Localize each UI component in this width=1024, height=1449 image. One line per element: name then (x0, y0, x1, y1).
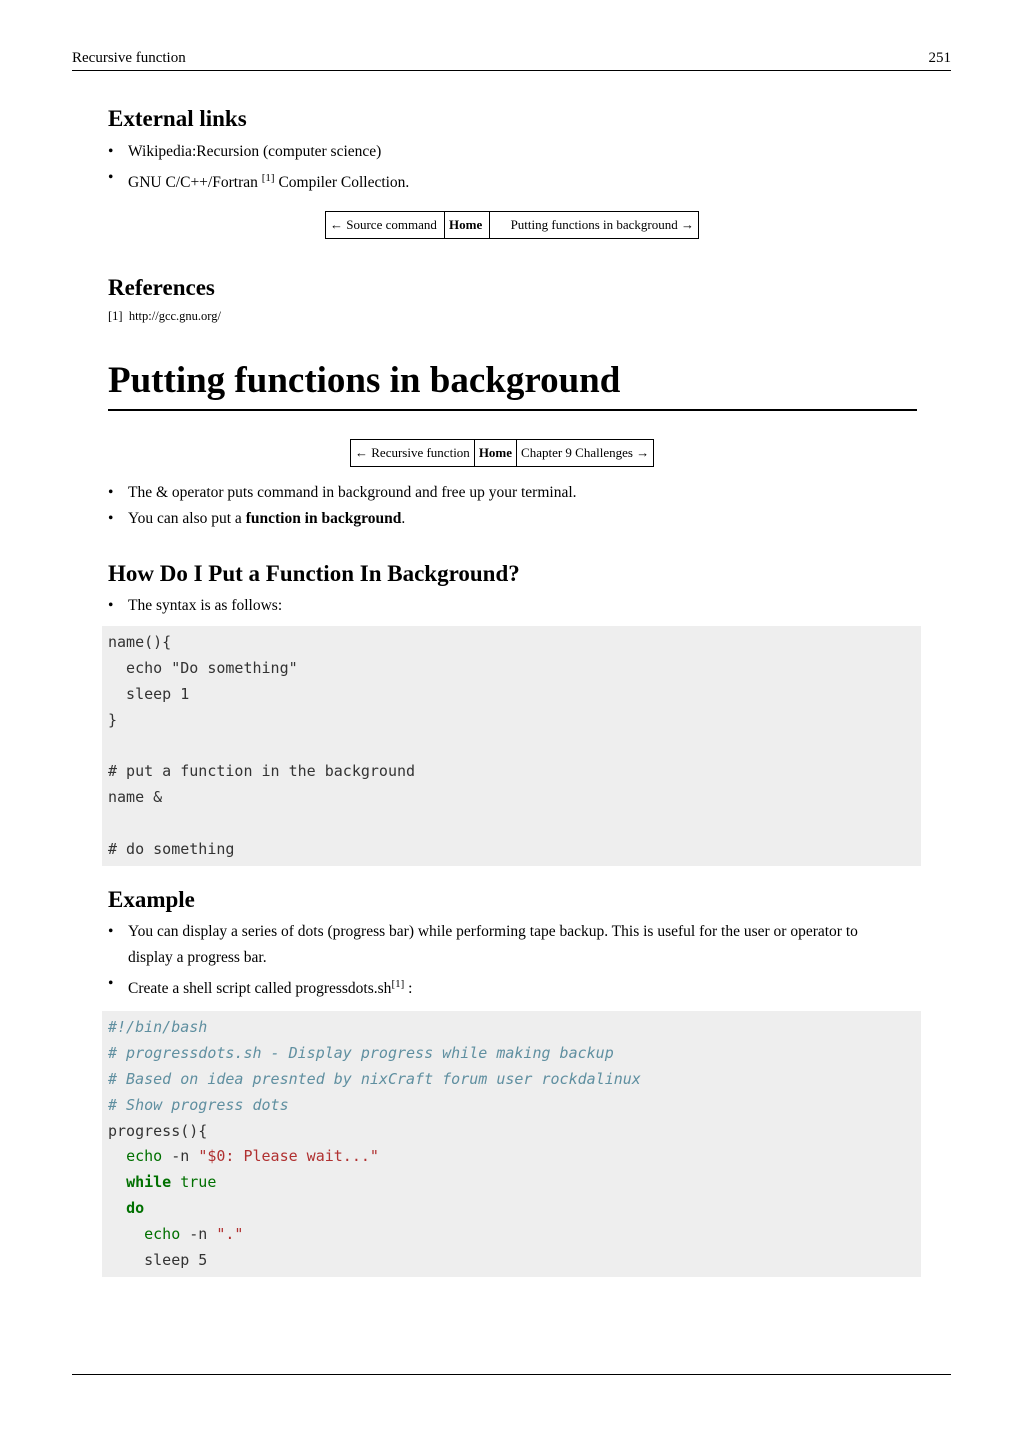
howto-list (108, 593, 921, 619)
example-list (108, 919, 868, 1002)
section-title-rule (108, 409, 917, 411)
references-heading: References (108, 275, 215, 301)
list-item: • GNU C/C++/Fortran [1] Compiler Collection. (108, 165, 921, 196)
external-links-list (108, 139, 921, 196)
code-comment: # progressdots.sh - Display progress while making backup (108, 1044, 614, 1063)
nav-next-cell (517, 440, 654, 467)
code-line: sleep 1 (108, 684, 190, 703)
intro-list (108, 480, 921, 532)
code-comment: # Based on idea presnted by nixCraft forum user rockdalinux (108, 1070, 641, 1089)
nav-next-link[interactable]: Putting functions in background → (510, 217, 694, 233)
code-line: echo "Do something" (108, 658, 298, 677)
code-keyword: true (180, 1173, 217, 1192)
nav-next-cell (490, 212, 699, 239)
nav-prev-cell (351, 440, 475, 467)
list-item: • The syntax is as follows: (108, 593, 921, 619)
code-comment: #!/bin/bash (108, 1018, 208, 1037)
list-item (108, 139, 921, 165)
nav-home-cell (445, 212, 490, 239)
code-string: "." (216, 1224, 244, 1243)
reference-item (108, 306, 921, 326)
nav-prev-link[interactable]: ← Recursive function (355, 445, 470, 461)
syntax-code-block (102, 626, 921, 866)
code-keyword: do (126, 1199, 145, 1218)
page-number: 251 (928, 50, 951, 66)
code-keyword: echo (144, 1224, 181, 1243)
code-line: } (108, 710, 118, 729)
list-item: • The & operator puts command in background and free up your terminal. (108, 480, 921, 506)
nav-home-link[interactable]: Home (449, 217, 483, 233)
list-item: • Create a shell script called progressdots.sh[1] : (108, 971, 868, 1002)
reference-number: [1] (108, 309, 123, 324)
footer-rule (72, 1374, 951, 1375)
page-header (72, 50, 951, 71)
code-line: sleep 5 (144, 1250, 208, 1269)
nav-prev-link[interactable]: ← Source command (330, 217, 437, 233)
code-line: name(){ (108, 633, 172, 652)
code-keyword: echo (126, 1147, 163, 1166)
progressdots-code-block: #!/bin/bash # progressdots.sh - Display progress while making backup # Based on idea presnted by nixCraft forum user rockdalinux # Show progress dots progress(){ echo -n "$0: Please wait..." while true do echo -n "." sleep 5 (102, 1011, 921, 1277)
navigation-table-top (325, 211, 699, 239)
code-line: name & (108, 787, 163, 806)
howto-heading: How Do I Put a Function In Background? (108, 561, 520, 587)
code-keyword: while (126, 1173, 172, 1192)
nav-home-cell (474, 440, 516, 467)
footnote-ref[interactable]: [1] (391, 978, 405, 991)
list-item: • You can also put a function in background. (108, 506, 921, 532)
navigation-table-section (350, 439, 654, 467)
example-heading: Example (108, 887, 195, 913)
nav-home-link[interactable]: Home (478, 445, 513, 461)
nav-prev-cell (326, 212, 445, 239)
external-links-heading: External links (108, 106, 247, 131)
code-string: "$0: Please wait..." (198, 1147, 379, 1166)
wikipedia-recursion-link[interactable]: Wikipedia:Recursion (computer science) (128, 143, 382, 160)
page-content (108, 104, 921, 1277)
code-line: progress(){ (108, 1121, 208, 1140)
nav-next-link[interactable]: Chapter 9 Challenges → (521, 445, 650, 461)
running-title: Recursive function (72, 50, 186, 66)
section-title: Putting functions in background (108, 360, 621, 402)
code-comment: # Show progress dots (108, 1095, 289, 1114)
list-item: • You can display a series of dots (progress bar) while performing tape backup. This is useful for the user or operator to display a progress bar. (108, 919, 868, 971)
code-line: # put a function in the background (108, 762, 416, 781)
code-line: # do something (108, 839, 235, 858)
footnote-ref[interactable]: [1] (261, 172, 275, 184)
reference-link[interactable]: http://gcc.gnu.org/ (128, 309, 221, 324)
